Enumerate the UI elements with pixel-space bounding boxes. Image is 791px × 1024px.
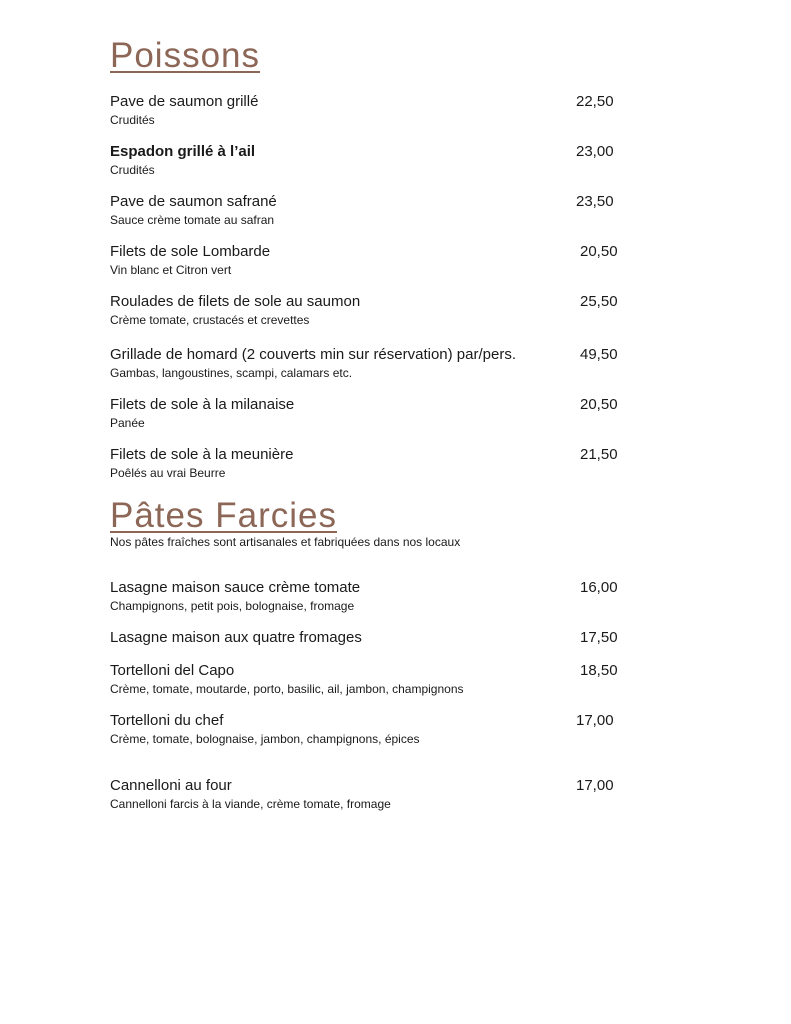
item-description: Crudités [110,163,155,177]
menu-item [110,293,630,333]
item-name: Roulades de filets de sole au saumon [110,293,361,310]
item-description: Champignons, petit pois, bolognaise, fromage [110,599,355,613]
item-description: Cannelloni farcis à la viande, crème tomate, fromage [110,797,391,811]
item-description: Crème tomate, crustacés et crevettes [110,313,310,327]
section-note: Nos pâtes fraîches sont artisanales et fabriquées dans nos locaux [110,535,461,549]
menu-item [110,777,630,817]
item-name: Tortelloni du chef [110,712,224,729]
item-name: Tortelloni del Capo [110,662,235,679]
item-name: Lasagne maison sauce crème tomate [110,579,361,596]
item-description: Panée [110,416,145,430]
item-name: Grillade de homard (2 couverts min sur réservation) par/pers. [110,346,516,363]
item-description: Vin blanc et Citron vert [110,263,232,277]
item-price: 20,50 [580,396,618,413]
item-name: Pave de saumon grillé [110,93,259,110]
menu-item [110,662,630,702]
menu-item [110,446,630,486]
item-name: Lasagne maison aux quatre fromages [110,629,362,646]
menu-item [110,579,630,619]
item-name: Espadon grillé à l’ail [110,143,256,160]
item-description: Crème, tomate, bolognaise, jambon, champignons, épices [110,732,420,746]
item-name: Cannelloni au four [110,777,232,794]
menu-item [110,93,630,133]
menu-item [110,396,630,436]
menu-item [110,143,630,183]
item-price: 16,00 [580,579,618,596]
item-description: Crème, tomate, moutarde, porto, basilic, ail, jambon, champignons [110,682,464,696]
item-price: 18,50 [580,662,618,679]
item-price: 25,50 [580,293,618,310]
item-price: 23,00 [576,143,614,160]
menu-item [110,712,630,752]
item-name: Filets de sole à la meunière [110,446,294,463]
item-price: 49,50 [580,346,618,363]
section-title-poissons: Poissons [110,36,261,75]
item-name: Filets de sole à la milanaise [110,396,295,413]
menu-item [110,346,630,386]
item-price: 21,50 [580,446,618,463]
item-description: Crudités [110,113,155,127]
item-price: 23,50 [576,193,614,210]
item-description: Poêlés au vrai Beurre [110,466,226,480]
item-name: Filets de sole Lombarde [110,243,271,260]
item-price: 17,00 [576,712,614,729]
item-name: Pave de saumon safrané [110,193,277,210]
item-price: 17,50 [580,629,618,646]
menu-item [110,243,630,283]
item-price: 22,50 [576,93,614,110]
item-description: Gambas, langoustines, scampi, calamars etc. [110,366,353,380]
menu-item [110,193,630,233]
item-description: Sauce crème tomate au safran [110,213,275,227]
item-price: 20,50 [580,243,618,260]
section-title-pates-farcies: Pâtes Farcies [110,496,337,535]
item-price: 17,00 [576,777,614,794]
